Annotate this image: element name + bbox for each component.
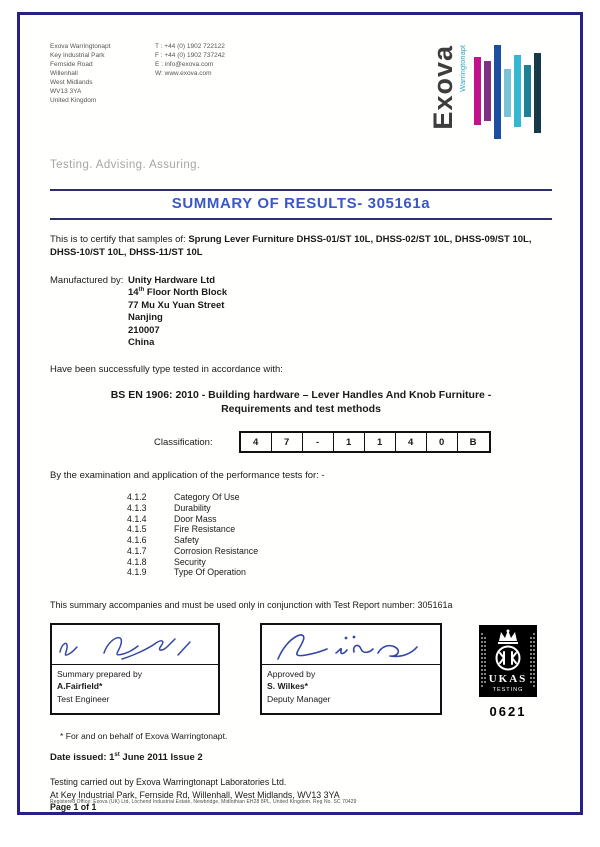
approved-name: S. Wilkes*	[267, 681, 309, 692]
accompanies-statement: This summary accompanies and must be used only in conjunction with Test Report number: 305161a	[50, 600, 453, 611]
ukas-accreditation-number: 0621	[489, 704, 527, 720]
approved-signature	[262, 625, 440, 665]
test-item: 4.1.9 Type Of Operation	[127, 567, 246, 578]
certificate-page	[17, 12, 583, 815]
logo-bar	[514, 55, 521, 127]
page-title: SUMMARY OF RESULTS- 305161a	[171, 195, 431, 212]
lab-address	[50, 43, 155, 106]
carried-out-line2: At Key Industrial Park, Fernside Rd, Willenhall, West Midlands, WV13 3YA	[50, 789, 340, 800]
manufacturer-name: Unity Hardware Ltd	[128, 274, 216, 286]
certify-prefix: This is to certify that samples of:	[50, 234, 189, 245]
test-item: 4.1.4 Door Mass	[127, 513, 217, 524]
address-line: Key Industrial Park	[50, 51, 105, 59]
logo-bar	[474, 57, 481, 125]
manufacturer-street: 77 Mu Xu Yuan Street	[128, 299, 225, 311]
manufactured-by-label: Manufactured by:	[50, 274, 124, 286]
logo-bar	[504, 69, 511, 117]
prepared-name: A.Fairfield*	[57, 681, 103, 692]
logo-bars	[474, 45, 544, 139]
svg-text:TESTING: TESTING	[492, 687, 524, 694]
exova-logo	[430, 45, 544, 145]
classification-cell: 1	[334, 433, 365, 451]
carried-out-block	[50, 776, 552, 813]
standard-name	[50, 388, 552, 416]
manufacturer-floor-line: 14th Floor North Block	[128, 287, 228, 299]
test-item: 4.1.8 Security	[127, 556, 206, 567]
manufacturer-section	[50, 275, 552, 350]
prepared-role: Summary prepared by	[57, 669, 143, 680]
approved-signature-box	[260, 623, 442, 715]
lab-contacts	[155, 43, 285, 79]
contact-line: F : +44 (0) 1902 737242	[155, 51, 225, 59]
title-bar	[50, 189, 552, 220]
classification-label: Classification:	[154, 436, 213, 448]
address-line: Fernside Road	[50, 60, 93, 68]
header	[50, 43, 552, 145]
address-line: West Midlands	[50, 78, 93, 86]
classification-cell: B	[469, 436, 477, 448]
classification-cell: 1	[365, 433, 396, 451]
prepared-signature-box	[50, 623, 220, 715]
classification-cell: -	[303, 433, 334, 451]
ukas-logo-icon	[479, 625, 537, 697]
contact-line: T : +44 (0) 1902 722122	[155, 43, 225, 50]
date-issued: Date issued: 1st June 2011 Issue 2	[50, 752, 203, 764]
ukas-mark	[478, 625, 538, 719]
logo-bar	[524, 65, 531, 117]
test-item: 4.1.6 Safety	[127, 535, 199, 546]
contact-line: E : info@exova.com	[155, 60, 214, 68]
test-item: 4.1.2 Category Of Use	[127, 492, 240, 503]
classification-cell: 0	[427, 433, 458, 451]
logo-bar	[534, 53, 541, 133]
registered-office-footer: Registered Office: Exova (UK) Ltd, Lochend Industrial Estate, Newbridge, Midlothian EH28 8PL, United Kingdom. Reg No. SC 70429	[50, 799, 357, 805]
address-line: WV13 3YA	[50, 87, 82, 95]
tests-list	[50, 492, 552, 578]
manufacturer-postcode: 210007	[128, 324, 160, 336]
tested-statement: Have been successfully type tested in accordance with:	[50, 363, 283, 375]
standard-line2: Requirements and test methods	[221, 403, 381, 416]
classification-cell: 7	[272, 433, 303, 451]
tagline: Testing. Advising. Assuring.	[50, 159, 201, 171]
contact-line: W: www.exova.com	[155, 69, 212, 77]
address-line: Exova Warringtonapt	[50, 43, 111, 50]
test-item: 4.1.5 Fire Resistance	[127, 524, 236, 535]
exova-logo-wordmark: Exova	[428, 45, 458, 130]
page-count: Page 1 of 1	[50, 802, 97, 813]
svg-text:UKAS: UKAS	[488, 673, 528, 686]
certify-products: Sprung Lever Furniture DHSS-01/ST 10L, DHSS-02/ST 10L, DHSS-09/ST 10L, DHSS-10/ST 10L, DHSS-11/ST 10L	[50, 234, 532, 259]
classification-cell: 4	[241, 433, 272, 451]
signatures-section	[50, 623, 552, 719]
manufacturer-city: Nanjing	[128, 312, 163, 324]
classification-section	[50, 431, 552, 453]
test-item: 4.1.3 Durability	[127, 503, 211, 513]
prepared-title: Test Engineer	[57, 693, 110, 704]
address-line: United Kingdom	[50, 96, 97, 104]
logo-bar	[494, 45, 501, 139]
approved-title: Deputy Manager	[267, 693, 331, 704]
manufacturer-address	[128, 275, 227, 350]
certify-statement	[50, 233, 555, 260]
exova-logo-subbrand: Warringtonapt	[458, 45, 467, 92]
manufacturer-country: China	[128, 337, 155, 349]
test-item: 4.1.7 Corrosion Resistance	[127, 545, 259, 556]
approved-role: Approved by	[267, 669, 316, 680]
classification-cell: 4	[396, 433, 427, 451]
standard-line1: BS EN 1906: 2010 - Building hardware – Lever Handles And Knob Furniture -	[110, 388, 492, 401]
logo-bar	[484, 61, 491, 121]
prepared-signature	[52, 625, 218, 665]
carried-out-line1: Testing carried out by Exova Warringtonapt Laboratories Ltd.	[50, 777, 287, 788]
address-line: Willenhall	[50, 69, 78, 77]
classification-table	[239, 431, 491, 453]
tests-intro: By the examination and application of the performance tests for: -	[50, 470, 325, 482]
behalf-footnote: * For and on behalf of Exova Warringtonapt.	[60, 731, 228, 742]
